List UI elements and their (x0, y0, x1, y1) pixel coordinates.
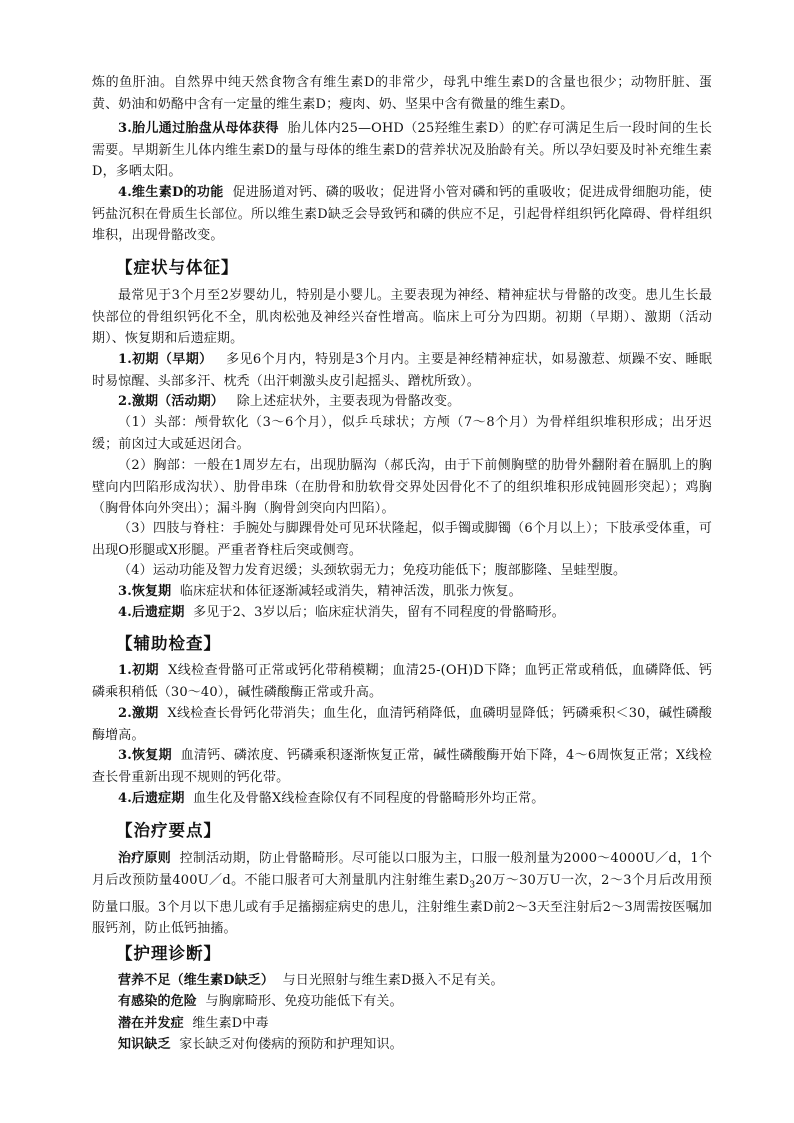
symptoms-recovery-title: 3.恢复期 (118, 584, 172, 599)
treatment-paragraph (92, 848, 712, 940)
cause4-title: 4.维生素D的功能 (118, 185, 224, 200)
exam-sequela-title: 4.后遗症期 (118, 791, 185, 806)
symptoms-recovery-body: 临床症状和体征逐渐减轻或消失，精神活泼，肌张力恢复。 (179, 584, 522, 599)
nursing-item-2 (118, 991, 712, 1013)
exam-recovery-body: 血清钙、磷浓度、钙磷乘积逐渐恢复正常，碱性磷酸酶开始下降，4～6周恢复正常；X线检查长骨重新出现不规则的钙化带。 (92, 748, 712, 785)
treatment-body-part2: 20万～30万U一次，2～3个月后改用预防量口服。3个月以下患儿或有手足搐搦症病史的患儿，注射维生素D前2～3天至注射后2～3周需按医嘱加服钙剂，防止低钙抽搐。 (92, 872, 712, 937)
exam-early-body: X线检查骨骼可正常或钙化带稍模糊；血清25-(OH)D下降；血钙正常或稍低，血磷降低、钙磷乘积稍低（30～40），碱性磷酸酶正常或升高。 (92, 663, 712, 700)
nursing-item-title: 营养不足（维生素D缺乏） (118, 973, 275, 988)
nursing-item-body: 与胸廓畸形、免疫功能低下有关。 (205, 994, 403, 1009)
treatment-principle-title: 治疗原则 (118, 851, 171, 866)
symptoms-early-title: 1.初期（早期） (118, 352, 213, 367)
nursing-item-body: 维生素D中毒 (192, 1016, 269, 1031)
nursing-item-3 (118, 1013, 712, 1035)
intro-line-1: 炼的鱼肝油。自然界中纯天然食物含有维生素D的非常少，母乳中维生素D的含量也很少；动物肝脏、 (92, 75, 699, 90)
symptoms-intro: 最常见于3个月至2岁婴幼儿，特别是小婴儿。主要表现为神经、精神症状与骨骼的改变。患儿生长最快部位的骨组织钙化不全，肌肉松弛及神经兴奋性增高。临床上可分为四期。初期（早期）、激期（活动期）、恢复期和后遗症期。 (92, 288, 712, 346)
treatment-body-part1: 控制活动期，防止骨骼畸形。尽可能以口服为主，口服一般剂量为2000～4000U／d，1个月后改预防量400U／d。不能口服者可大剂量肌内注射维生素D (92, 851, 712, 888)
exam-heading: 【辅助检查】 (116, 634, 221, 653)
cause3-title: 3.胎儿通过胎盘从母体获得 (118, 121, 279, 136)
cause3-body: 胎儿体内25—OHD（25羟维生素D）的贮存可满足生后一段时间的生长需要。早期新生儿体内维生素D的量与母体的维生素D的营养状况及胎龄有关。所以孕妇要及时补充维生素D，多晒太阳。 (92, 121, 712, 179)
exam-active-paragraph (92, 703, 712, 746)
treatment-heading: 【治疗要点】 (116, 821, 221, 840)
exam-sequela-body: 血生化及骨骼X线检查除仅有不同程度的骨骼畸形外均正常。 (193, 791, 545, 806)
treatment-subscript: 3 (469, 880, 476, 891)
cause4-body: 促进肠道对钙、磷的吸收；促进肾小管对磷和钙的重吸收；促进成骨细胞功能，使钙盐沉积在骨质生长部位。所以维生素D缺乏会导致钙和磷的供应不足，引起骨样组织钙化障碍、骨样组织堆积，出现骨骼改变。 (92, 185, 712, 243)
cause4-paragraph (92, 182, 712, 247)
symptoms-active-title: 2.激期（活动期） (118, 394, 224, 409)
symptoms-sequela-paragraph (92, 602, 712, 624)
exam-sequela-paragraph (92, 788, 712, 810)
symptoms-heading: 【症状与体征】 (116, 258, 239, 277)
nursing-item-1 (118, 970, 712, 992)
nursing-heading: 【护理诊断】 (116, 944, 221, 963)
symptoms-sequela-title: 4.后遗症期 (118, 605, 185, 620)
nursing-item-title: 有感染的危险 (118, 994, 197, 1009)
nursing-item-4 (118, 1034, 712, 1056)
exam-active-body: X线检查长骨钙化带消失；血生化，血清钙稍降低，血磷明显降低；钙磷乘积＜30，碱性磷酸酶增高。 (92, 706, 712, 743)
symptoms-active-body: 除上述症状外，主要表现为骨骼改变。 (236, 394, 461, 409)
cause3-paragraph (92, 118, 712, 183)
exam-early-paragraph (92, 660, 712, 703)
exam-active-title: 2.激期 (118, 706, 159, 721)
nursing-item-body: 家长缺乏对佝偻病的预防和护理知识。 (179, 1037, 403, 1052)
symptoms-active-paragraph (92, 391, 712, 413)
symptoms-early-body: 多见6个月内，特别是3个月内。主要是神经精神症状，如易激惹、烦躁不安、睡眠时易惊醒、头部多汗、枕秃（出汗刺激头皮引起摇头、蹭枕所致）。 (92, 352, 713, 389)
symptoms-chest: （2）胸部：一般在1周岁左右，出现肋膈沟（郝氏沟，由于下前侧胸壁的肋骨外翻附着在膈肌上的胸壁向内凹陷形成沟状）、肋骨串珠（在肋骨和肋软骨交界处因骨化不了的组织堆积形成钝圆形突起）；鸡胸（胸骨体向外突出）；漏斗胸（胸骨剑突向内凹陷）。 (92, 458, 712, 516)
symptoms-recovery-paragraph (92, 581, 712, 603)
symptoms-head: （1）头部：颅骨软化（3～6个月），似乒乓球状；方颅（7～8个月）为骨样组织堆积形成；出牙迟缓；前囟过大或延迟闭合。 (92, 415, 712, 452)
symptoms-motor: （4）运动功能及智力发育迟缓；头颈软弱无力；免疫功能低下；腹部膨隆、呈蛙型腹。 (118, 563, 627, 578)
intro-line-2: 蛋黄、奶油和奶酪中含有一定量的维生素D；瘦肉、奶、坚果中含有微量的维生素D。 (92, 75, 712, 112)
nursing-item-title: 知识缺乏 (118, 1037, 171, 1052)
nursing-item-body: 与日光照射与维生素D摄入不足有关。 (282, 973, 504, 988)
exam-recovery-title: 3.恢复期 (118, 748, 172, 763)
exam-early-title: 1.初期 (118, 663, 159, 678)
symptoms-limbs: （3）四肢与脊柱：手腕处与脚踝骨处可见环状隆起，似手镯或脚镯（6个月以上）；下肢承受体重，可出现O形腿或X形腿。严重者脊柱后突或侧弯。 (92, 521, 712, 558)
symptoms-sequela-body: 多见于2、3岁以后；临床症状消失，留有不同程度的骨骼畸形。 (193, 605, 565, 620)
nursing-item-title: 潜在并发症 (118, 1016, 184, 1031)
intro-paragraph (92, 72, 712, 115)
symptoms-early-paragraph (92, 349, 712, 392)
exam-recovery-paragraph (92, 745, 712, 788)
